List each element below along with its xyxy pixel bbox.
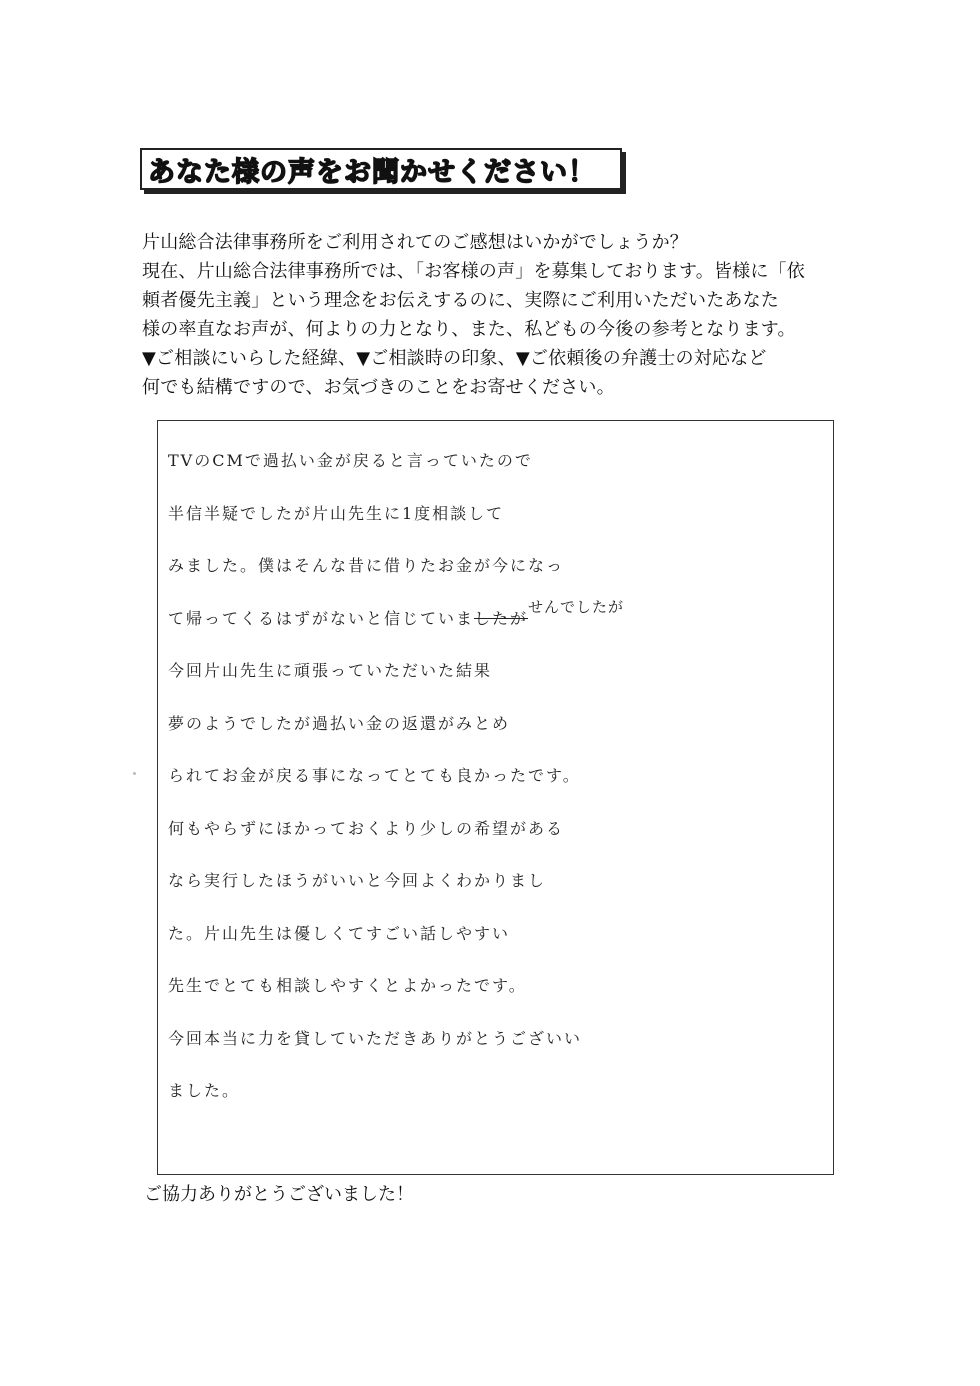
handwritten-line: 今回本当に力を貸していただきありがとうございい (168, 1028, 583, 1048)
handwritten-text: て帰ってくるはずがないと信じていま (168, 608, 475, 628)
intro-line: 現在、片山総合法律事務所では、「お客様の声」を募集しております。皆様に「依 (142, 261, 805, 282)
intro-line: 片山総合法律事務所をご利用されてのご感想はいかがでしょうか？ (142, 232, 688, 253)
handwritten-comment (168, 435, 825, 1118)
handwritten-line: られてお金が戻る事になってとても良かったです。 (168, 766, 581, 785)
handwritten-line: 夢のようでしたが過払い金の返還がみとめ (168, 713, 511, 733)
scan-speck (133, 772, 136, 775)
title-box (140, 148, 622, 190)
intro-line: ▼ご相談にいらした経緯、▼ご相談時の印象、▼ご依頼後の弁護士の対応など (142, 348, 767, 369)
handwritten-line: 何もやらずにほかっておくより少しの希望がある (168, 818, 565, 838)
handwritten-line: 半信半疑でしたが片山先生に1度相談して (168, 503, 505, 523)
handwritten-line: TVのCMで過払い金が戻ると言っていたので (168, 451, 533, 470)
handwritten-line: 先生でとても相談しやすくとよかったです。 (168, 976, 527, 995)
intro-line: 様の率直なお声が、何よりの力となり、また、私どもの今後の参考となります。 (142, 319, 796, 340)
handwritten-line-with-correction (168, 593, 825, 646)
intro-line: 何でも結構ですので、お気づきのことをお寄せください。 (142, 377, 615, 398)
correction-note: せんでしたが (528, 597, 625, 616)
handwritten-line: 今回片山先生に頑張っていただいた結果 (168, 661, 493, 680)
intro-line: 頼者優先主義」という理念をお伝えするのに、実際にご利用いただいたあなた (142, 290, 779, 311)
thank-you-note: ご協力ありがとうございました！ (144, 1184, 414, 1205)
struck-text: したが (474, 608, 529, 628)
handwritten-line: なら実行したほうがいいと今回よくわかりまし (168, 871, 547, 890)
handwritten-line: た。片山先生は優しくてすごい話しやすい (168, 923, 511, 943)
handwritten-line: ました。 (168, 1081, 241, 1100)
handwritten-line: みました。僕はそんな昔に借りたお金が今になっ (168, 556, 565, 575)
intro-paragraph (142, 228, 862, 402)
page-title: あなた様の声をお聞かせください！ (148, 156, 596, 188)
handwritten-comment-box (157, 420, 834, 1175)
